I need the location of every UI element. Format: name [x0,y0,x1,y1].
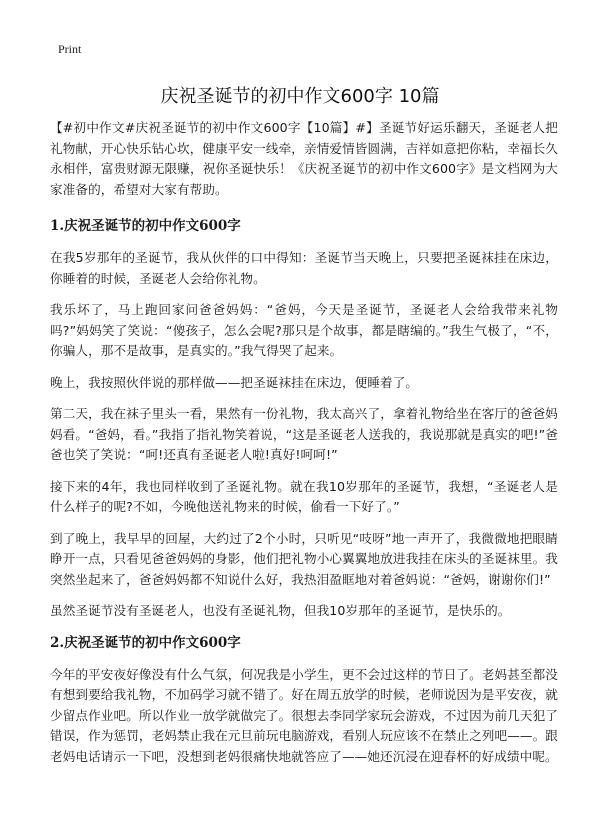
section-1 [50,216,558,622]
paragraph: 到了晚上，我早早的回屋，大约过了2个小时，只听见“吱呀”地一声开了，我微微地把眼睛睁开一点，只看见爸爸妈妈的身影，他们把礼物小心翼翼地放进我挂在床头的圣诞袜里。我突然坐起来了，爸爸妈妈都不知说什么好，我热泪盈眶地对着爸妈说：“爸妈，谢谢你们!” [50,530,558,587]
intro-paragraph: 【#初中作文#庆祝圣诞节的初中作文600字【10篇】#】圣诞节好运乐翻天，圣诞老人把礼物献，开心快乐钻心坎，健康平安一线牵，亲情爱情皆圆满，吉祥如意把你粘，幸福长久永相伴，富贵财源无限赚，祝你圣诞快乐！《庆祝圣诞节的初中作文600字》是文档网为大家准备的，希望对大家有帮助。 [50,120,558,197]
document-body [50,118,558,778]
paragraph: 接下来的4年，我也同样收到了圣诞礼物。就在我10岁那年的圣诞节，我想，“圣诞老人是什么样子的呢?不如，今晚他送礼物来的时候，偷看一下好了。” [50,478,558,514]
paragraph: 在我5岁那年的圣诞节，我从伙伴的口中得知：圣诞节当天晚上，只要把圣诞袜挂在床边，你睡着的时候，圣诞老人会给你礼物。 [50,250,558,286]
section-heading: 1.庆祝圣诞节的初中作文600字 [50,218,241,234]
paragraph: 我乐坏了，马上跑回家问爸爸妈妈：“爸妈，今天是圣诞节，圣诞老人会给我带来礼物吗?”妈妈笑了笑说：“傻孩子，怎么会呢?那只是个故事，都是瞎编的。”我生气极了，“不，你骗人，那不是故事，是真实的。”我气得哭了起来。 [50,302,558,358]
paragraph: 晚上，我按照伙伴说的那样做——把圣诞袜挂在床边，便睡着了。 [50,374,419,390]
section-heading: 2.庆祝圣诞节的初中作文600字 [50,634,241,651]
section-2 [50,633,558,768]
print-link[interactable]: Print [58,42,82,56]
document-title: 庆祝圣诞节的初中作文600字 10篇 [160,86,440,107]
paragraph: 今年的平安夜好像没有什么气氛，何况我是小学生，更不会过这样的节日了。老妈甚至都没有想到要给我礼物，不加码学习就不错了。好在周五放学的时候，老师说因为是平安夜，就少留点作业吧。所以作业一放学就做完了。很想去李同学家玩会游戏，不过因为前几天犯了错误，作为惩罚，老妈禁止我在元旦前玩电脑游戏，看别人玩应该不在禁止之列吧——。跟老妈电话请示一下吧，没想到老妈很痛快地就答应了——她还沉浸在迎春杯的好成绩中呢。 [50,666,558,764]
paragraph: 虽然圣诞节没有圣诞老人，也没有圣诞礼物，但我10岁那年的圣诞节，是快乐的。 [50,603,511,618]
paragraph: 第二天，我在袜子里头一看，果然有一份礼物，我太高兴了，拿着礼物给坐在客厅的爸爸妈妈看。“爸妈，看。”我指了指礼物笑着说，“这是圣诞老人送我的，我说那就是真实的吧!”爸爸也笑了笑说：“呵!还真有圣诞老人啦!真好!呵呵!” [50,406,558,462]
